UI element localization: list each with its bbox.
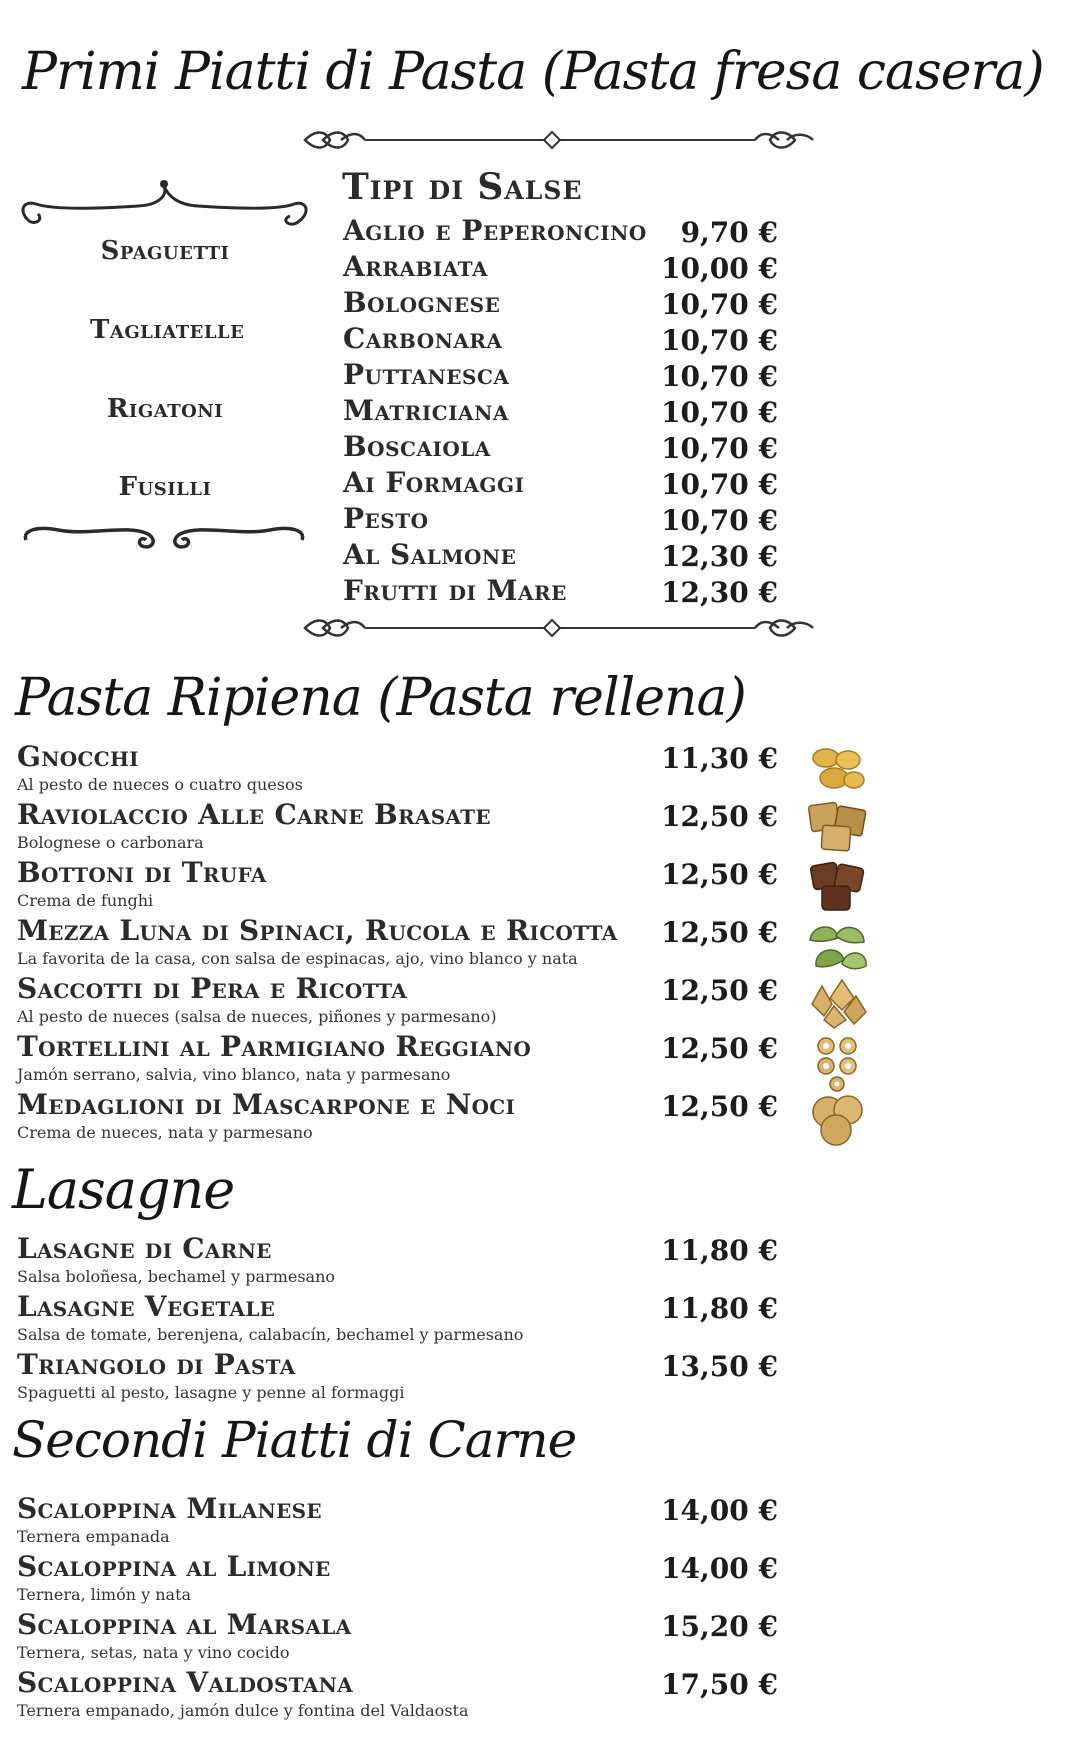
bottoni-image — [806, 858, 868, 914]
menu-item-desc: Ternera empanada — [17, 1527, 170, 1546]
menu-item-name: Medaglioni di Mascarpone e Noci — [17, 1088, 516, 1121]
sauce-price: 12,30 € — [661, 540, 778, 573]
sauce-price: 10,70 € — [661, 396, 778, 429]
sauce-name: Carbonara — [343, 322, 503, 355]
sauce-name: Ai Formaggi — [343, 466, 525, 499]
menu-item-price: 13,50 € — [661, 1350, 778, 1383]
medaglioni-image — [808, 1092, 868, 1148]
menu-item-price: 17,50 € — [661, 1668, 778, 1701]
sauce-name: Puttanesca — [343, 358, 510, 391]
menu-item-desc: Ternera, limón y nata — [17, 1585, 192, 1604]
pasta-shape: Spaguetti — [100, 236, 230, 266]
ornament-divider-top — [305, 128, 815, 152]
sauce-name: Frutti di Mare — [343, 574, 567, 607]
menu-item-desc: Salsa de tomate, berenjena, calabacín, bechamel y parmesano — [17, 1325, 524, 1344]
sauces-heading: Tipi di Salse — [342, 166, 583, 208]
menu-item-name: Bottoni di Trufa — [17, 856, 267, 889]
sauce-price: 10,70 € — [661, 432, 778, 465]
menu-item-desc: La favorita de la casa, con salsa de espinacas, ajo, vino blanco y nata — [17, 949, 578, 968]
menu-item-name: Gnocchi — [17, 740, 139, 773]
menu-item-desc: Crema de funghi — [17, 891, 154, 910]
section-title-ripiena: Pasta Ripiena (Pasta rellena) — [15, 668, 746, 728]
sauce-price: 10,70 € — [661, 288, 778, 321]
mezzaluna-image — [806, 918, 870, 976]
menu-item-name: Lasagne di Carne — [17, 1232, 272, 1265]
menu-item-price: 12,50 € — [661, 1032, 778, 1065]
menu-item-price: 12,50 € — [661, 800, 778, 833]
menu-item-desc: Al pesto de nueces o cuatro quesos — [17, 775, 303, 794]
ornament-divider-bottom — [305, 616, 815, 640]
menu-item-name: Raviolaccio Alle Carne Brasate — [17, 798, 491, 831]
ravioli-image — [806, 800, 868, 854]
menu-item-name: Scaloppina al Marsala — [17, 1608, 352, 1641]
pasta-shape: Rigatoni — [106, 394, 224, 424]
sauce-name: Pesto — [343, 502, 429, 535]
sauce-name: Matriciana — [343, 394, 509, 427]
menu-item-desc: Ternera empanado, jamón dulce y fontina del Valdaosta — [17, 1701, 469, 1720]
sauce-price: 9,70 € — [680, 216, 778, 249]
menu-item-desc: Salsa boloñesa, bechamel y parmesano — [17, 1267, 336, 1286]
ornament-scroll-bottom — [18, 522, 310, 558]
sauce-name: Aglio e Peperoncino — [343, 214, 647, 247]
pasta-shape: Tagliatelle — [90, 315, 245, 345]
menu-item-desc: Al pesto de nueces (salsa de nueces, piñones y parmesano) — [17, 1007, 497, 1026]
menu-item-desc: Spaguetti al pesto, lasagne y penne al formaggi — [17, 1383, 405, 1402]
section-title-secondi: Secondi Piatti di Carne — [12, 1411, 577, 1469]
menu-item-desc: Jamón serrano, salvia, vino blanco, nata y parmesano — [17, 1065, 451, 1084]
menu-item-name: Lasagne Vegetale — [17, 1290, 276, 1323]
menu-item-name: Scaloppina al Limone — [17, 1550, 331, 1583]
gnocchi-image — [808, 742, 868, 796]
menu-item-price: 11,30 € — [661, 742, 778, 775]
menu-item-price: 11,80 € — [661, 1292, 778, 1325]
menu-item-name: Saccotti di Pera e Ricotta — [17, 972, 408, 1005]
menu-item-name: Scaloppina Milanese — [17, 1492, 322, 1525]
menu-item-price: 11,80 € — [661, 1234, 778, 1267]
sauce-name: Bolognese — [343, 286, 501, 319]
section-title-primi: Primi Piatti di Pasta (Pasta fresa casera) — [22, 42, 1044, 102]
menu-item-price: 14,00 € — [661, 1552, 778, 1585]
menu-item-desc: Crema de nueces, nata y parmesano — [17, 1123, 313, 1142]
saccotti-image — [804, 976, 870, 1030]
menu-item-desc: Ternera, setas, nata y vino cocido — [17, 1643, 290, 1662]
sauce-price: 10,70 € — [661, 468, 778, 501]
menu-item-price: 14,00 € — [661, 1494, 778, 1527]
menu-item-price: 15,20 € — [661, 1610, 778, 1643]
menu-item-desc: Bolognese o carbonara — [17, 833, 204, 852]
sauce-name: Al Salmone — [343, 538, 517, 571]
menu-item-name: Scaloppina Valdostana — [17, 1666, 354, 1699]
menu-item-name: Mezza Luna di Spinaci, Rucola e Ricotta — [17, 914, 618, 947]
menu-item-name: Triangolo di Pasta — [17, 1348, 296, 1381]
menu-item-price: 12,50 € — [661, 916, 778, 949]
section-title-lasagne: Lasagne — [12, 1158, 235, 1221]
menu-item-price: 12,50 € — [661, 858, 778, 891]
menu-item-price: 12,50 € — [661, 974, 778, 1007]
sauce-price: 12,30 € — [661, 576, 778, 609]
tortellini-image — [814, 1034, 864, 1092]
menu-item-price: 12,50 € — [661, 1090, 778, 1123]
menu-item-name: Tortellini al Parmigiano Reggiano — [17, 1030, 532, 1063]
sauce-name: Boscaiola — [343, 430, 491, 463]
sauce-price: 10,00 € — [661, 252, 778, 285]
sauce-price: 10,70 € — [661, 504, 778, 537]
sauce-price: 10,70 € — [661, 324, 778, 357]
sauce-price: 10,70 € — [661, 360, 778, 393]
ornament-scroll-top — [18, 178, 310, 238]
sauce-name: Arrabiata — [343, 250, 488, 283]
pasta-shape: Fusilli — [118, 472, 212, 502]
